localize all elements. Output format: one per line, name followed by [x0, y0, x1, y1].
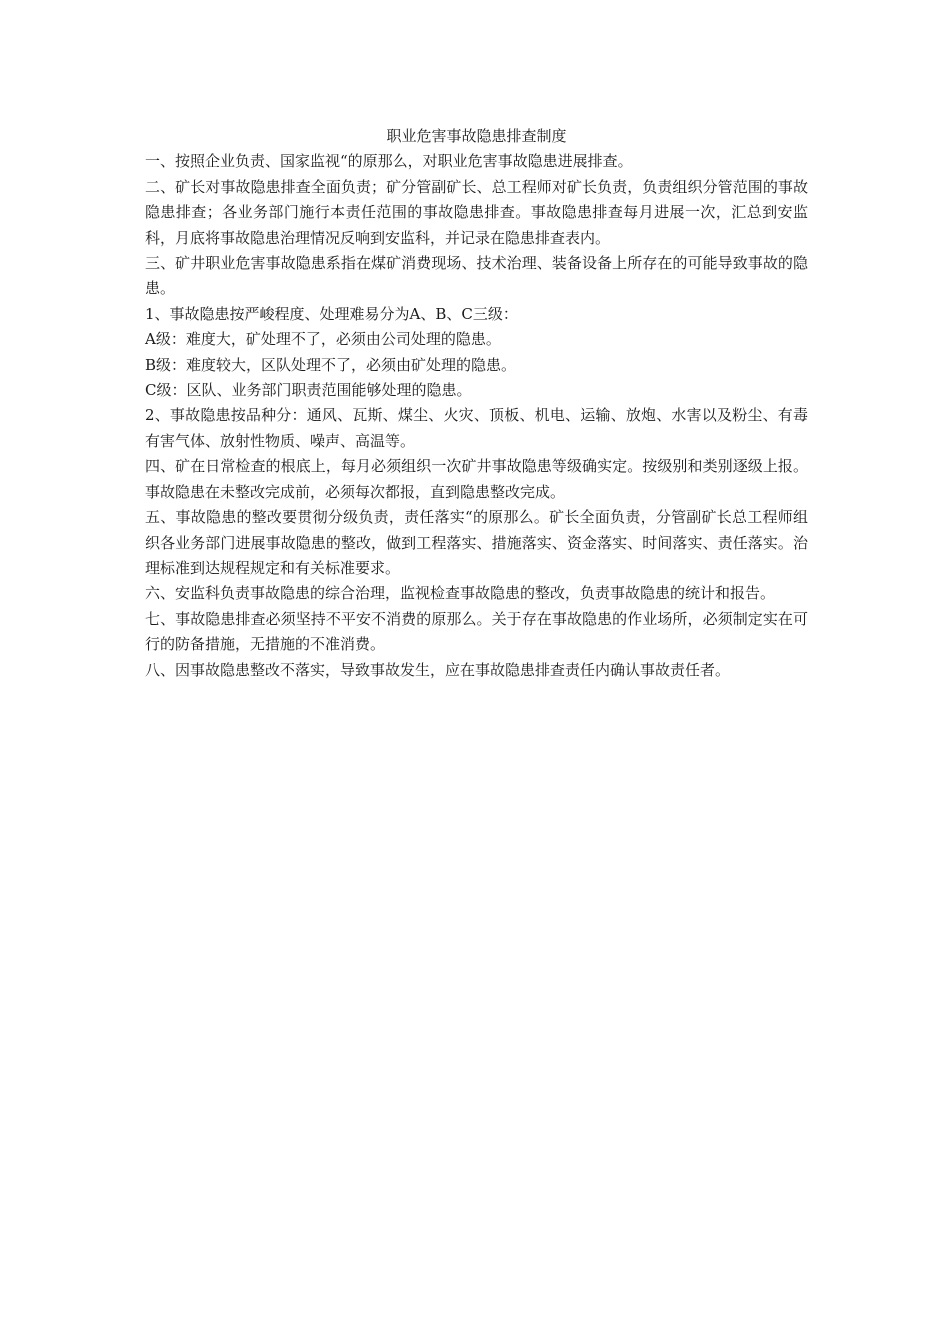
paragraph-1: 一、按照企业负责、国家监视“的原那么，对职业危害事故隐患进展排查。	[145, 152, 633, 171]
paragraph-5: A级：难度大，矿处理不了，必须由公司处理的隐患。	[145, 330, 501, 349]
paragraph-13: 八、因事故隐患整改不落实，导致事故发生，应在事故隐患排查责任内确认事故责任者。	[145, 660, 731, 679]
paragraph-9: 四、矿在日常检查的根底上，每月必须组织一次矿井事故隐患等级确实定。按级别和类别逐级上报。事故隐患在未整改完成前，必须每次都报，直到隐患整改完成。	[145, 457, 808, 501]
document-body	[145, 124, 808, 683]
paragraph-8: 2、事故隐患按品种分：通风、瓦斯、煤尘、火灾、顶板、机电、运输、放炮、水害以及粉尘、有毒有害气体、放射性物质、噪声、高温等。	[145, 406, 808, 450]
paragraph-4: 1、事故隐患按严峻程度、处理难易分为A、B、C三级：	[145, 304, 518, 323]
document-title: 职业危害事故隐患排查制度	[386, 127, 567, 145]
paragraph-6: B级：难度较大，区队处理不了，必须由矿处理的隐患。	[145, 355, 517, 374]
paragraph-2: 二、矿长对事故隐患排查全面负责；矿分管副矿长、总工程师对矿长负责，负责组织分管范围的事故隐患排查；各业务部门施行本责任范围的事故隐患排查。事故隐患排查每月进展一次，汇总到安监科，月底将事故隐患治理情况反响到安监科，并记录在隐患排查表内。	[145, 177, 808, 247]
paragraph-7: C级：区队、业务部门职责范围能够处理的隐患。	[145, 381, 472, 400]
paragraph-12: 七、事故隐患排查必须坚持不平安不消费的原那么。关于存在事故隐患的作业场所，必须制定实在可行的防备措施，无措施的不准消费。	[145, 609, 808, 654]
paragraph-10: 五、事故隐患的整改要贯彻分级负责，责任落实“的原那么。矿长全面负责，分管副矿长总工程师组织各业务部门进展事故隐患的整改，做到工程落实、措施落实、资金落实、时间落实、责任落实。治理标准到达规程规定和有关标准要求。	[145, 508, 808, 577]
paragraph-11: 六、安监科负责事故隐患的综合治理，监视检查事故隐患的整改，负责事故隐患的统计和报告。	[145, 584, 776, 603]
paragraph-3: 三、矿井职业危害事故隐患系指在煤矿消费现场、技术治理、装备设备上所存在的可能导致事故的隐患。	[145, 254, 808, 298]
